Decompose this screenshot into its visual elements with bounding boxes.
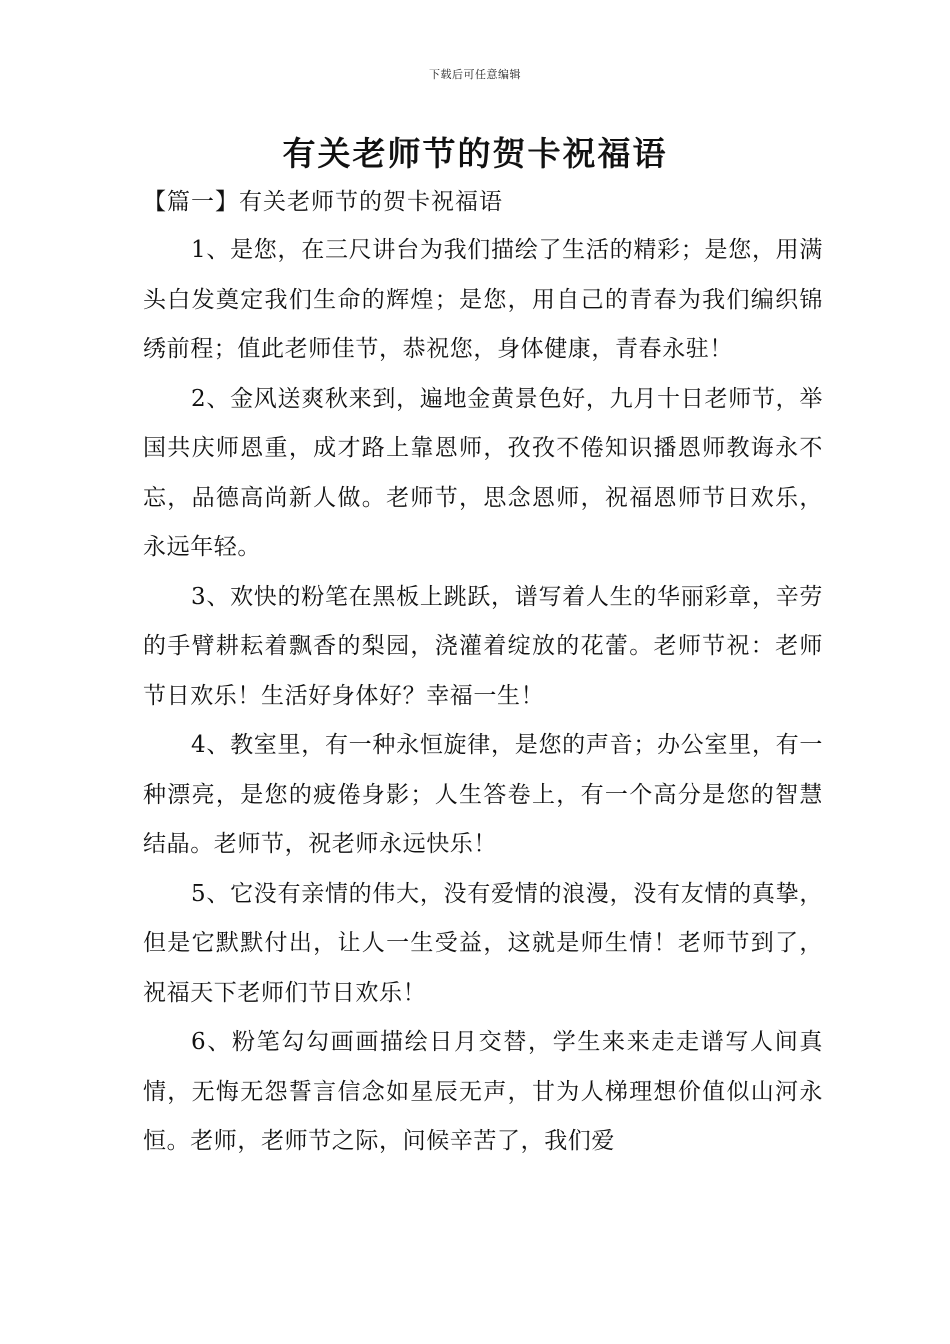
document-title: 有关老师节的贺卡祝福语: [282, 134, 668, 173]
paragraph-1: 1、是您，在三尺讲台为我们描绘了生活的精彩；是您，用满头白发奠定我们生命的辉煌；是您，用自己的青春为我们编织锦绣前程；值此老师佳节，恭祝您，身体健康，青春永驻！: [143, 237, 823, 362]
paragraph-2: 2、金风送爽秋来到，遍地金黄景色好，九月十日老师节，举国共庆师恩重，成才路上靠恩师，孜孜不倦知识播恩师教诲永不忘，品德高尚新人做。老师节，思念恩师，祝福恩师节日欢乐，永远年轻。: [143, 385, 823, 560]
header-note: 下载后可任意编辑: [429, 68, 521, 81]
paragraph-5: 5、它没有亲情的伟大，没有爱情的浪漫，没有友情的真挚，但是它默默付出，让人一生受益，这就是师生情！老师节到了，祝福天下老师们节日欢乐！: [143, 880, 823, 1006]
section-heading: 【篇一】有关老师节的贺卡祝福语: [143, 189, 503, 215]
paragraph-4: 4、教室里，有一种永恒旋律，是您的声音；办公室里，有一种漂亮，是您的疲倦身影；人生答卷上，有一个高分是您的智慧结晶。老师节，祝老师永远快乐！: [143, 732, 823, 857]
paragraph-6: 6、粉笔勾勾画画描绘日月交替，学生来来走走谱写人间真情，无悔无怨誓言信念如星辰无声，甘为人梯理想价值似山河永恒。老师，老师节之际，问候辛苦了，我们爱: [143, 1029, 823, 1154]
document-body: [143, 226, 823, 1167]
paragraph-3: 3、欢快的粉笔在黑板上跳跃，谱写着人生的华丽彩章，辛劳的手臂耕耘着飘香的梨园，浇灌着绽放的花蕾。老师节祝：老师节日欢乐！生活好身体好？幸福一生！: [143, 583, 823, 709]
